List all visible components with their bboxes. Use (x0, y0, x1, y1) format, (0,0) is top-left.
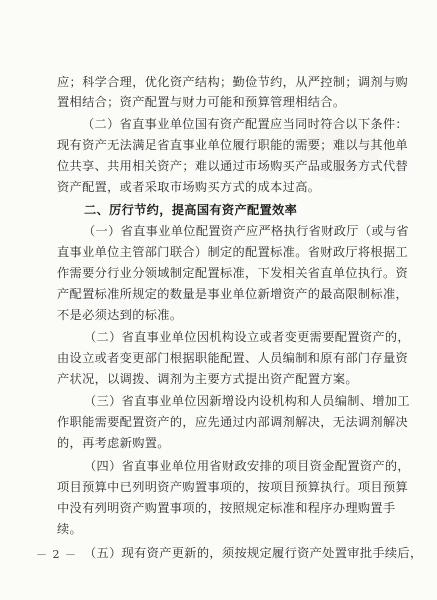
text-line: 项目预算中已列明资产购置事项的，按项目预算执行。项目预算 (57, 480, 409, 494)
text-line: 直事业单位主管部门联合）制定的配置标准。省财政厅将根据工 (57, 245, 409, 259)
page-number: － 2 － (36, 548, 77, 561)
text-line: 产状况，以调拨、调剂为主要方式提出资产配置方案。 (57, 372, 358, 386)
text-line: （二）省直事业单位国有资产配置应当同时符合以下条件： (82, 117, 408, 131)
text-line: 置相结合；资产配置与财力可能和预算管理相结合。 (57, 95, 346, 109)
section-heading: 二、厉行节约，提高国有资产配置效率 (84, 203, 298, 217)
text-line: 位共享、共用相关资产；难以通过市场购买产品或服务方式代替 (57, 159, 409, 173)
text-line: 由设立或者变更部门根据职能配置、人员编制和原有部门存量资 (57, 351, 409, 365)
text-line: 作需要分行业分领域制定配置标准，下发相关省直单位执行。资 (57, 266, 409, 280)
text-line: 应；科学合理，优化资产结构；勤俭节约，从严控制；调剂与购 (57, 75, 409, 89)
text-line: 中没有列明资产购置事项的，按照规定标准和程序办理购置手 (57, 501, 396, 515)
text-line: 产配置标准所规定的数量是事业单位新增资产的最高限制标准， (57, 287, 409, 301)
text-line: 不是必须达到的标准。 (57, 308, 183, 322)
text-line: （四）省直事业单位用省财政安排的项目资金配置资产的， (84, 459, 410, 473)
text-line: 作职能需要配置资产的，应先通过内部调剂解决，无法调剂解决 (57, 415, 409, 429)
text-line: 的，再考虑新购置。 (57, 436, 170, 450)
text-line: （二）省直事业单位因机构设立或者变更需要配置资产的， (84, 330, 410, 344)
text-line: 现有资产无法满足省直事业单位履行职能的需要；难以与其他单 (57, 138, 409, 152)
text-line: 续。 (57, 522, 83, 536)
text-line: （五）现有资产更新的，须按规定履行资产处置审批手续后， (84, 546, 423, 560)
text-line: （三）省直事业单位因新增设内设机构和人员编制、增加工 (84, 394, 410, 408)
text-line: （一）省直事业单位配置资产应严格执行省财政厅（或与省 (83, 224, 409, 238)
text-line: 资产配置，或者采取市场购买方式的成本过高。 (57, 180, 321, 194)
